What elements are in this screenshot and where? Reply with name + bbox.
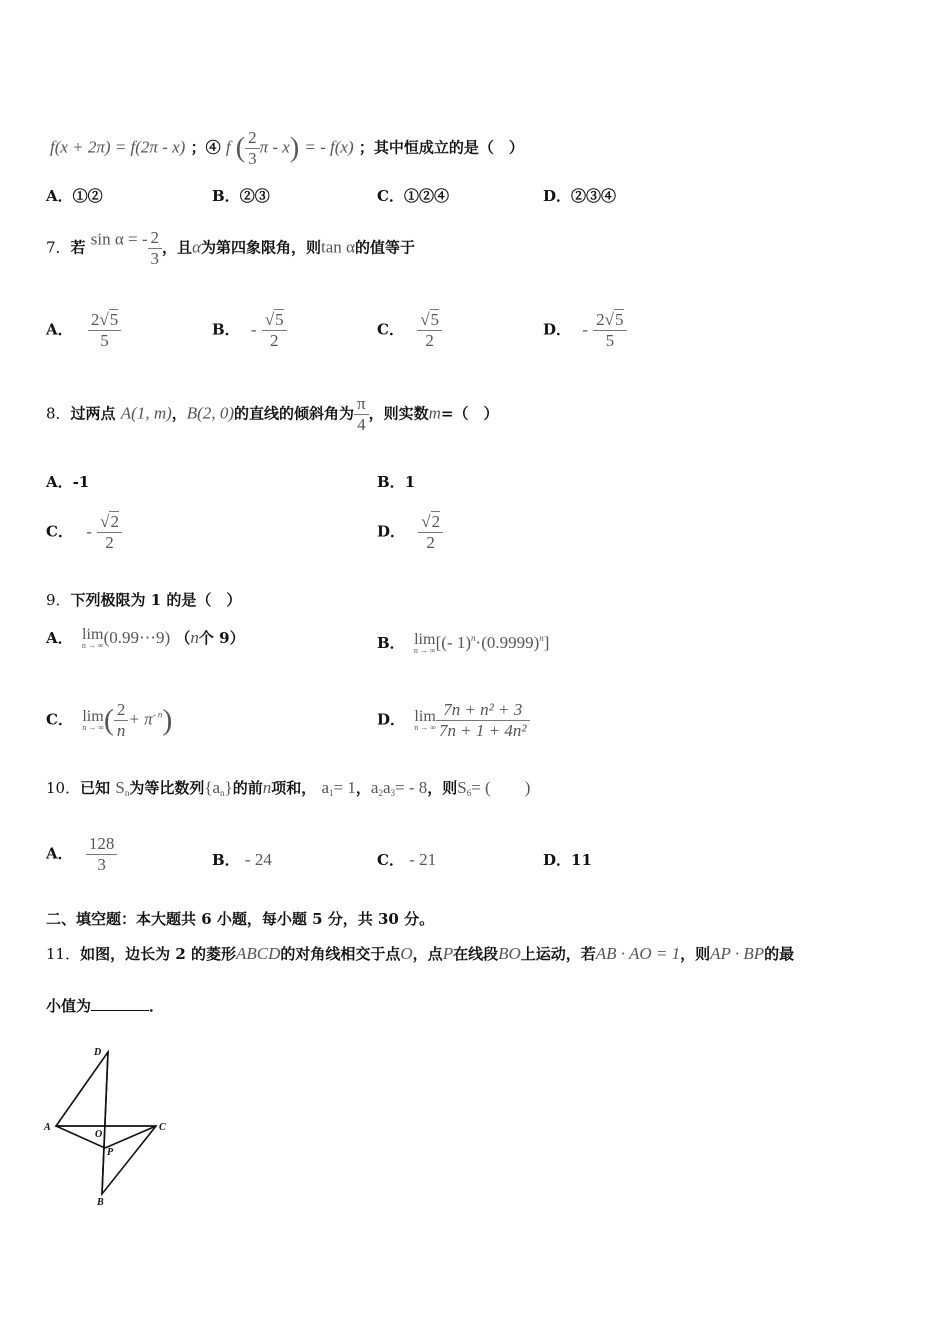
q6-option-d[interactable]: D．②③④ <box>543 187 617 205</box>
q7-option-c[interactable]: C． $\frac{√5}{2}$ <box>377 310 442 351</box>
q9-option-c[interactable]: C． lim n → ∞ ( $\frac{2}{n}$ + $\pi^{- n}$) <box>46 700 173 740</box>
q7-stem: 7．若 sin α = - $\frac{2}{3}$ ，且α为第四象限角，则tan α的值等于 <box>46 228 415 268</box>
label-b: B <box>97 1197 104 1208</box>
rhombus-figure <box>40 1042 180 1212</box>
q9-option-d[interactable]: D． lim n → ∞ $\frac{\text{7n + n² + 3}}{\text{7n + 1 + 4n²}}$ <box>377 700 530 741</box>
q8-option-d[interactable]: D． $\frac{√2}{2}$ <box>377 512 443 553</box>
q6-expr3: f(x + 2π) = f(2π - x) <box>50 137 186 157</box>
rhombus-outline <box>56 1052 156 1194</box>
q11-stem-line2: 小值为 ． <box>46 997 165 1015</box>
q7-option-a[interactable]: A． $\frac{2√5}{5}$ <box>46 310 121 351</box>
segment-pc <box>105 1126 156 1148</box>
q9-option-a[interactable]: A． lim n → ∞ (0.99⋯9) （n个 9） <box>46 626 245 650</box>
label-c: C <box>159 1122 166 1133</box>
q10-option-d[interactable]: D．11 <box>543 851 592 869</box>
q10-option-b[interactable]: B． - 24 <box>212 850 272 869</box>
diagonal-db <box>102 1052 108 1194</box>
section-title-fill-in: 二、填空题：本大题共 6 小题，每小题 5 分，共 30 分。 <box>46 910 435 928</box>
q9-option-b[interactable]: B． lim n → ∞ [(- $1)^n\cdot(0.9999)^n$] <box>377 631 550 655</box>
q7-option-b[interactable]: B． - $\frac{√5}{2}$ <box>212 310 287 351</box>
label-o: O <box>95 1129 103 1140</box>
q8-option-a[interactable]: A．-1 <box>46 473 90 491</box>
q10-stem: 10．已知 $S_n$为等比数列$\{a_n\}$的前n项和， $a_1= 1$，$a_2a_3= - 8$，则$S_6=$ ( ) <box>46 778 531 798</box>
q6-expr4-frac: $\frac{2}{3}$ <box>245 128 260 169</box>
q6-option-a[interactable]: A．①② <box>46 187 103 205</box>
q6-option-c[interactable]: C．①②④ <box>377 187 449 205</box>
q6-option-b[interactable]: B．②③ <box>212 187 270 205</box>
q9-stem: 9．下列极限为 1 的是（ ） <box>46 591 242 609</box>
label-d: D <box>94 1047 102 1058</box>
q6-expr4-rhs: = - f(x) <box>304 137 354 157</box>
q6-expr4-f: f <box>225 137 231 157</box>
q6-sep: ；④ <box>190 138 221 157</box>
q6-conditions: f(x + 2π) = f(2π - x) ；④ f ( $\frac{2}{3}$ π - x) = - f(x) ；其中恒成立的是（ ） <box>50 128 524 168</box>
q6-question: ；其中恒成立的是（ ） <box>358 138 524 157</box>
label-p: P <box>107 1147 114 1158</box>
q8-stem: 8．过两点 A(1, m)，B(2, 0)的直线的倾斜角为 $\frac{\pi}{4}$ ，则实数m=（ ） <box>46 394 499 434</box>
q10-option-a[interactable]: A． $\frac{128}{3}$ <box>46 834 117 875</box>
q8-option-b[interactable]: B．1 <box>377 473 416 491</box>
q8-option-c[interactable]: C． - $\frac{√2}{2}$ <box>46 512 122 553</box>
answer-blank[interactable] <box>91 996 149 1011</box>
label-a: A <box>44 1122 51 1133</box>
q10-option-c[interactable]: C． - 21 <box>377 850 437 869</box>
q7-option-d[interactable]: D． - $\frac{2√5}{5}$ <box>543 310 627 351</box>
q11-stem: 11．如图，边长为 2 的菱形ABCD的对角线相交于点O，点P在线段BO上运动，若AB · AO = 1，则AP · BP的最 <box>46 944 795 963</box>
